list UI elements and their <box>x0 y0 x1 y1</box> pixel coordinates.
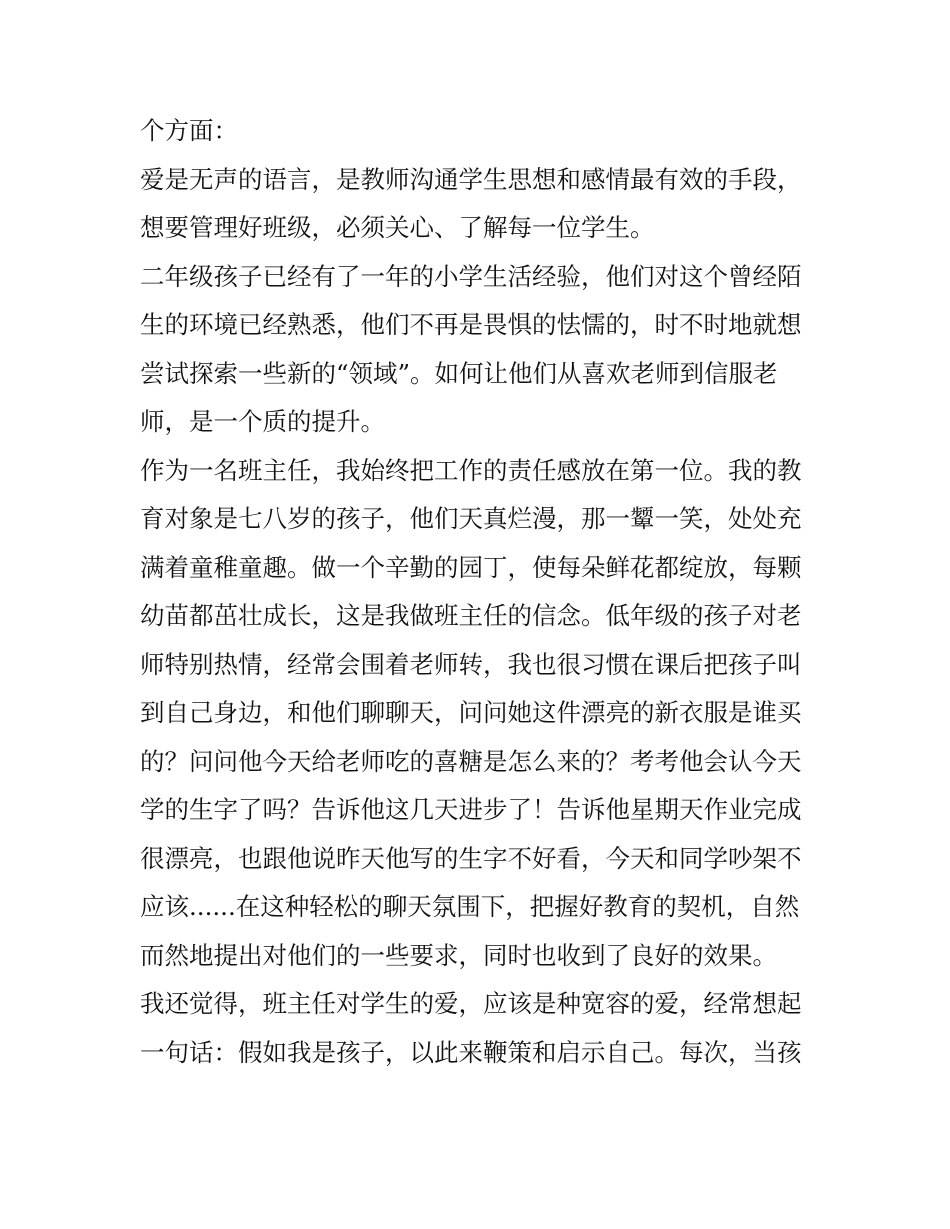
text-line: 想要管理好班级，必须关心、了解每一位学生。 <box>140 213 655 242</box>
text-line: 幼苗都茁壮成长，这是我做班主任的信念。低年级的孩子对老 <box>140 601 802 630</box>
text-line: 而然地提出对他们的一些要求，同时也收到了良好的效果。 <box>140 940 777 970</box>
text-line: 应该......在这种轻松的聊天氛围下，把握好教育的契机，自然 <box>140 892 800 921</box>
text-line: 作为一名班主任，我始终把工作的责任感放在第一位。我的教 <box>140 455 802 485</box>
text-line: 到自己身边，和他们聊聊天，问问她这件漂亮的新衣服是谁买 <box>140 698 802 727</box>
document-body <box>140 107 820 1077</box>
text-line: 育对象是七八岁的孩子，他们天真烂漫，那一颦一笑，处处充 <box>140 504 802 533</box>
text-line: 学的生字了吗？告诉他这几天进步了！告诉他星期天作业完成 <box>140 795 802 824</box>
text-line: 我还觉得，班主任对学生的爱，应该是种宽容的爱，经常想起 <box>140 989 802 1018</box>
text-line: 二年级孩子已经有了一年的小学生活经验，他们对这个曾经陌 <box>140 261 802 291</box>
text-line: 个方面： <box>140 116 238 145</box>
text-line: 很漂亮，也跟他说昨天他写的生字不好看，今天和同学吵架不 <box>140 843 802 873</box>
paragraph-4 <box>140 447 820 981</box>
text-line: 爱是无声的语言，是教师沟通学生思想和感情最有效的手段， <box>140 164 802 194</box>
text-line: 满着童稚童趣。做一个辛勤的园丁，使每朵鲜花都绽放，每颗 <box>140 552 802 582</box>
text-line: 师特别热情，经常会围着老师转，我也很习惯在课后把孩子叫 <box>140 649 802 679</box>
paragraph-5 <box>140 980 820 1077</box>
paragraph-2 <box>140 156 820 253</box>
text-line: 生的环境已经熟悉，他们不再是畏惧的怯懦的，时不时地就想 <box>140 310 802 339</box>
paragraph-1 <box>140 107 820 156</box>
text-line: 一句话：假如我是孩子，以此来鞭策和启示自己。每次，当孩 <box>140 1037 802 1067</box>
text-line: 尝试探索一些新的“领域”。如何让他们从喜欢老师到信服老 <box>140 358 778 388</box>
text-line: 的？问问他今天给老师吃的喜糖是怎么来的？考考他会认今天 <box>140 746 802 776</box>
text-line: 师，是一个质的提升。 <box>140 407 385 436</box>
paragraph-3 <box>140 253 820 447</box>
